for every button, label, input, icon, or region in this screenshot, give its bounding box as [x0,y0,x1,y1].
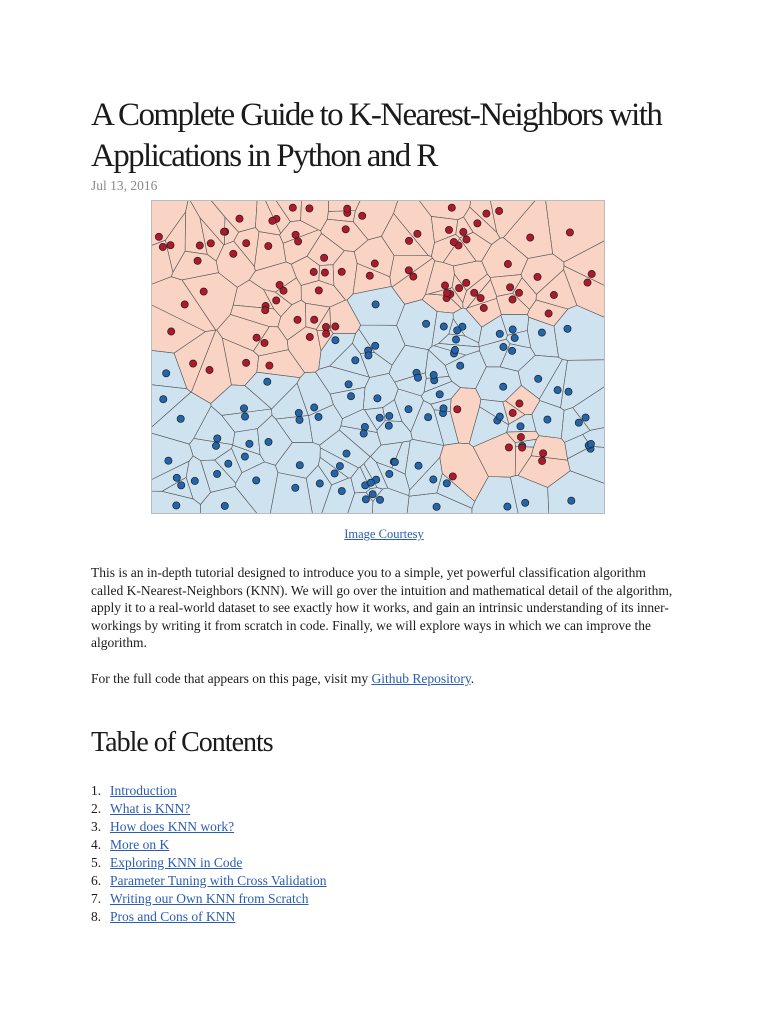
blue-point [496,330,503,337]
blue-point [331,470,338,477]
blue-point [376,496,383,503]
red-point [194,257,201,264]
red-point [566,229,573,236]
red-point [315,287,322,294]
red-point [230,250,237,257]
blue-point [568,497,575,504]
red-point [534,273,541,280]
blue-point [372,342,379,349]
red-point [310,268,317,275]
red-point [463,279,470,286]
red-point [504,260,511,267]
red-point [196,242,203,249]
red-point [311,316,318,323]
red-point [266,362,273,369]
blue-point [452,336,459,343]
blue-point [361,423,368,430]
blue-point [160,396,167,403]
red-point [243,240,250,247]
red-point [540,450,547,457]
blue-point [240,405,247,412]
blue-point [173,474,180,481]
toc-item [91,818,327,836]
toc-number: 6. [91,873,102,888]
blue-point [292,484,299,491]
blue-point [415,462,422,469]
red-point [410,273,417,280]
red-point [516,400,523,407]
red-point [477,295,484,302]
blue-point [214,435,221,442]
toc-heading: Table of Contents [91,727,273,758]
blue-point [177,415,184,422]
blue-point [264,378,271,385]
toc-item [91,836,327,854]
red-point [261,339,268,346]
red-point [443,289,450,296]
voronoi-scatter-image [151,200,605,514]
voronoi-figure [151,200,605,514]
blue-point [253,477,260,484]
red-point [190,360,197,367]
blue-point [509,326,516,333]
toc-item [91,800,327,818]
blue-point [575,419,582,426]
blue-point [316,480,323,487]
toc-link-what-is-knn[interactable]: What is KNN? [110,801,191,816]
blue-point [433,503,440,510]
blue-point [347,393,354,400]
red-point [289,204,296,211]
toc-link-writing-own-knn[interactable]: Writing our Own KNN from Scratch [110,891,309,906]
blue-point [587,440,594,447]
blue-point [343,450,350,457]
blue-point [311,404,318,411]
blue-point [385,422,392,429]
blue-point [451,346,458,353]
toc-item [91,782,327,800]
blue-point [296,462,303,469]
blue-point [405,406,412,413]
red-point [445,226,452,233]
blue-point [564,325,571,332]
table-of-contents [91,782,327,926]
toc-link-more-on-k[interactable]: More on K [110,837,170,852]
blue-point [414,374,421,381]
red-point [220,228,227,235]
blue-point [538,329,545,336]
red-point [332,323,339,330]
toc-link-exploring-knn-in-code[interactable]: Exploring KNN in Code [110,855,243,870]
blue-point [509,347,516,354]
toc-number: 4. [91,837,102,852]
blue-point [173,502,180,509]
red-point [295,238,302,245]
red-point [323,330,330,337]
red-point [463,236,470,243]
red-point [448,204,455,211]
blue-point [436,391,443,398]
intro-paragraph: This is an in-depth tutorial designed to introduce you to a simple, yet powerful classification algorithm called K-Nearest-Neighbors (KNN). We will go over the intuition and mathematical detail of the algorithm, apply it to a real-world dataset to see exactly how it works, and gain an intrinsic understanding of its inner-workings by writing it from scratch in code. Finally, we will explore ways in which we can improve the algorithm. [91,565,673,651]
red-point [206,366,213,373]
github-repository-link[interactable]: Github Repository [371,671,471,686]
blue-point [457,362,464,369]
red-point [496,207,503,214]
red-point [507,284,514,291]
red-point [471,289,478,296]
toc-number: 2. [91,801,102,816]
red-point [539,457,546,464]
red-point [159,243,166,250]
red-point [168,328,175,335]
red-point [474,220,481,227]
blue-point [225,460,232,467]
blue-point [440,405,447,412]
blue-point [338,488,345,495]
toc-number: 5. [91,855,102,870]
toc-number: 8. [91,909,102,924]
blue-point [352,357,359,364]
red-point [450,239,457,246]
red-point [441,282,448,289]
toc-link-introduction[interactable]: Introduction [110,783,177,798]
red-point [414,230,421,237]
red-point [273,297,280,304]
blue-point [443,480,450,487]
red-point [155,233,162,240]
blue-point [372,301,379,308]
code-suffix-text: . [470,671,475,686]
toc-number: 1. [91,783,102,798]
blue-point [367,479,374,486]
blue-point [425,414,432,421]
blue-point [241,413,248,420]
red-point [321,269,328,276]
blue-point [535,375,542,382]
red-point [505,444,512,451]
red-point [405,237,412,244]
blue-point [386,470,393,477]
red-point [265,243,272,250]
blue-point [391,459,398,466]
blue-point [241,453,248,460]
blue-point [336,463,343,470]
blue-point [386,412,393,419]
red-point [338,268,345,275]
toc-link-pros-and-cons[interactable]: Pros and Cons of KNN [110,909,236,924]
blue-point [544,416,551,423]
blue-point [454,327,461,334]
red-point [243,359,250,366]
blue-point [517,423,524,430]
blue-point [265,438,272,445]
red-point [292,231,299,238]
blue-point [246,440,253,447]
blue-point [430,476,437,483]
blue-point [496,413,503,420]
blue-point [191,477,198,484]
blue-point [440,323,447,330]
blue-point [165,457,172,464]
toc-number: 7. [91,891,102,906]
red-point [519,444,526,451]
blue-point [369,491,376,498]
blue-point [163,370,170,377]
red-point [545,310,552,317]
red-point [306,205,313,212]
blue-point [345,381,352,388]
red-point [366,272,373,279]
red-point [588,270,595,277]
red-point [207,240,214,247]
blue-point [178,482,185,489]
blue-point [582,414,589,421]
red-point [449,473,456,480]
publish-date: Jul 13, 2016 [91,178,158,193]
article-title: A Complete Guide to K-Nearest-Neighbors with Applications in Python and R [91,97,662,174]
red-point [200,288,207,295]
red-point [584,279,591,286]
red-point [269,217,276,224]
red-point [517,434,524,441]
blue-point [362,496,369,503]
red-point [509,409,516,416]
blue-point [296,416,303,423]
blue-point [500,383,507,390]
red-point [262,307,269,314]
red-point [550,291,557,298]
red-point [483,210,490,217]
toc-item [91,854,327,872]
toc-item [91,872,327,890]
blue-point [423,320,430,327]
red-point [515,289,522,296]
red-point [527,234,534,241]
image-courtesy-link[interactable]: Image Courtesy [344,527,424,541]
red-point [276,281,283,288]
red-point [454,406,461,413]
red-point [456,285,463,292]
blue-point [221,502,228,509]
blue-point [360,430,367,437]
toc-item [91,908,327,926]
red-point [509,296,516,303]
red-point [480,304,487,311]
red-point [321,254,328,261]
red-point [460,228,467,235]
red-point [306,333,313,340]
voronoi-cells [151,200,605,514]
blue-point [365,352,372,359]
blue-point [332,337,339,344]
blue-point [374,395,381,402]
blue-point [376,414,383,421]
blue-point [554,387,561,394]
blue-point [522,499,529,506]
red-point [181,301,188,308]
red-point [344,205,351,212]
blue-point [315,413,322,420]
red-point [322,323,329,330]
blue-point [511,334,518,341]
code-paragraph [91,670,681,688]
blue-point [430,371,437,378]
toc-link-how-does-knn-work[interactable]: How does KNN work? [110,819,235,834]
red-point [236,215,243,222]
toc-number: 3. [91,819,102,834]
red-point [167,242,174,249]
red-point [294,316,301,323]
toc-item [91,890,327,908]
blue-point [504,503,511,510]
toc-link-parameter-tuning[interactable]: Parameter Tuning with Cross Validation [110,873,327,888]
blue-point [214,470,221,477]
blue-point [500,343,507,350]
blue-point [565,388,572,395]
red-point [359,212,366,219]
red-point [253,334,260,341]
code-prefix-text: For the full code that appears on this page, visit my [91,671,372,686]
red-point [342,226,349,233]
figure-caption [0,527,768,542]
red-point [405,267,412,274]
blue-point [295,409,302,416]
blue-point [212,442,219,449]
red-point [371,260,378,267]
